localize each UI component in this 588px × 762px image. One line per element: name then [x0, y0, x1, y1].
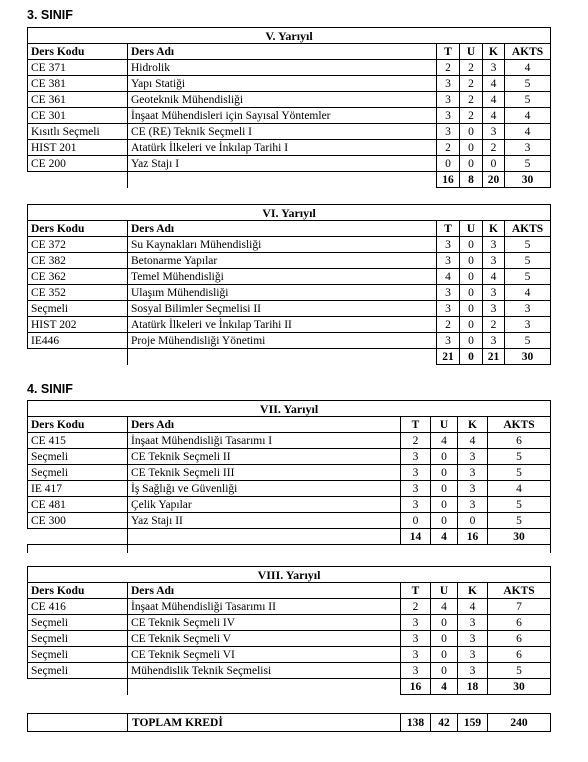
course-row	[28, 433, 551, 449]
course-akts: 4	[505, 124, 551, 140]
course-code: IE 417	[28, 481, 128, 497]
course-k: 0	[458, 513, 488, 529]
course-u: 0	[460, 301, 483, 317]
course-name: CE Teknik Seçmeli IV	[128, 615, 401, 631]
total-k: 16	[458, 529, 488, 545]
course-name: İnşaat Mühendisliği Tasarımı II	[128, 599, 401, 615]
course-code: HIST 201	[28, 140, 128, 156]
course-name: Çelik Yapılar	[128, 497, 401, 513]
course-row	[28, 599, 551, 615]
course-name: Yapı Statiği	[128, 76, 437, 92]
course-code: CE 416	[28, 599, 128, 615]
totals-spacer	[128, 679, 401, 695]
course-akts: 5	[505, 76, 551, 92]
semester-7-table	[27, 400, 551, 553]
course-row	[28, 481, 551, 497]
totals-spacer	[28, 349, 128, 365]
course-k: 3	[458, 449, 488, 465]
total-t: 16	[437, 172, 460, 188]
totals-spacer	[128, 172, 437, 188]
course-code: Seçmeli	[28, 465, 128, 481]
course-row	[28, 285, 551, 301]
course-u: 0	[431, 513, 458, 529]
col-header-name: Ders Adı	[128, 583, 401, 599]
total-t: 21	[437, 349, 460, 365]
course-code: HIST 202	[28, 317, 128, 333]
semester-5-table	[27, 27, 551, 188]
course-t: 3	[437, 124, 460, 140]
course-name: Yaz Stajı I	[128, 156, 437, 172]
course-u: 0	[431, 449, 458, 465]
course-akts: 5	[505, 237, 551, 253]
course-t: 3	[437, 301, 460, 317]
gap-cell	[28, 545, 128, 554]
course-code: IE446	[28, 333, 128, 349]
course-akts: 5	[505, 269, 551, 285]
grand-total-spacer	[28, 714, 128, 732]
course-code: Seçmeli	[28, 301, 128, 317]
course-t: 3	[437, 285, 460, 301]
course-k: 3	[458, 615, 488, 631]
course-akts: 5	[488, 465, 551, 481]
course-code: CE 415	[28, 433, 128, 449]
course-code: CE 481	[28, 497, 128, 513]
col-header-u: U	[431, 583, 458, 599]
course-code: CE 200	[28, 156, 128, 172]
totals-spacer	[28, 172, 128, 188]
col-header-u: U	[460, 44, 483, 60]
course-k: 2	[483, 317, 505, 333]
course-akts: 4	[505, 60, 551, 76]
total-t: 14	[401, 529, 431, 545]
course-u: 0	[431, 647, 458, 663]
total-t: 16	[401, 679, 431, 695]
course-u: 0	[460, 124, 483, 140]
col-header-u: U	[431, 417, 458, 433]
col-header-k: K	[458, 417, 488, 433]
course-name: Yaz Stajı II	[128, 513, 401, 529]
course-k: 3	[483, 333, 505, 349]
course-row	[28, 497, 551, 513]
course-code: CE 352	[28, 285, 128, 301]
col-header-t: T	[401, 417, 431, 433]
course-t: 3	[401, 647, 431, 663]
col-header-akts: AKTS	[488, 417, 551, 433]
total-u: 4	[431, 679, 458, 695]
course-code: Seçmeli	[28, 615, 128, 631]
course-u: 2	[460, 108, 483, 124]
course-name: Betonarme Yapılar	[128, 253, 437, 269]
course-t: 0	[437, 156, 460, 172]
course-u: 0	[460, 333, 483, 349]
course-akts: 5	[505, 333, 551, 349]
course-u: 2	[460, 60, 483, 76]
course-code: Seçmeli	[28, 647, 128, 663]
course-u: 0	[460, 269, 483, 285]
course-row	[28, 269, 551, 285]
course-name: Hidrolik	[128, 60, 437, 76]
grand-total-label: TOPLAM KREDİ	[128, 714, 401, 732]
course-code: CE 362	[28, 269, 128, 285]
course-k: 3	[458, 647, 488, 663]
course-code: CE 301	[28, 108, 128, 124]
course-t: 2	[437, 317, 460, 333]
course-row	[28, 615, 551, 631]
course-t: 2	[401, 599, 431, 615]
course-name: İnşaat Mühendisliği Tasarımı I	[128, 433, 401, 449]
course-t: 3	[437, 76, 460, 92]
col-header-akts: AKTS	[505, 44, 551, 60]
course-name: İş Sağlığı ve Güvenliği	[128, 481, 401, 497]
course-u: 0	[460, 253, 483, 269]
col-header-code: Ders Kodu	[28, 221, 128, 237]
course-u: 0	[460, 140, 483, 156]
course-u: 0	[431, 465, 458, 481]
year-3-heading: 3. SINIF	[27, 8, 73, 22]
course-u: 0	[460, 285, 483, 301]
course-k: 4	[483, 76, 505, 92]
semester-6-table	[27, 204, 551, 365]
course-row	[28, 449, 551, 465]
grand-total-table	[27, 713, 551, 732]
course-akts: 4	[505, 108, 551, 124]
total-u: 4	[431, 529, 458, 545]
course-t: 0	[401, 513, 431, 529]
course-k: 3	[458, 631, 488, 647]
course-row	[28, 156, 551, 172]
course-akts: 5	[505, 253, 551, 269]
course-t: 3	[401, 663, 431, 679]
course-row	[28, 647, 551, 663]
col-header-t: T	[437, 221, 460, 237]
course-code: Kısıtlı Seçmeli	[28, 124, 128, 140]
course-akts: 5	[488, 513, 551, 529]
total-akts: 30	[505, 172, 551, 188]
course-t: 3	[401, 449, 431, 465]
course-k: 4	[483, 108, 505, 124]
col-header-u: U	[460, 221, 483, 237]
totals-spacer	[128, 349, 437, 365]
course-akts: 6	[488, 647, 551, 663]
course-k: 3	[483, 301, 505, 317]
course-akts: 6	[488, 433, 551, 449]
course-name: Proje Mühendisliği Yönetimi	[128, 333, 437, 349]
course-name: Atatürk İlkeleri ve İnkılap Tarihi I	[128, 140, 437, 156]
course-u: 0	[431, 615, 458, 631]
col-header-code: Ders Kodu	[28, 583, 128, 599]
course-row	[28, 333, 551, 349]
course-k: 4	[483, 92, 505, 108]
col-header-k: K	[483, 44, 505, 60]
course-akts: 5	[488, 663, 551, 679]
course-akts: 5	[505, 156, 551, 172]
course-row	[28, 60, 551, 76]
totals-spacer	[28, 529, 128, 545]
course-row	[28, 465, 551, 481]
course-row	[28, 253, 551, 269]
course-k: 4	[458, 433, 488, 449]
course-k: 4	[483, 269, 505, 285]
gap-cell	[128, 545, 551, 554]
course-t: 3	[437, 333, 460, 349]
course-t: 3	[401, 631, 431, 647]
col-header-t: T	[401, 583, 431, 599]
course-akts: 4	[505, 285, 551, 301]
semester-5-title: V. Yarıyıl	[28, 28, 551, 44]
course-name: CE Teknik Seçmeli III	[128, 465, 401, 481]
col-header-code: Ders Kodu	[28, 44, 128, 60]
course-u: 4	[431, 433, 458, 449]
course-akts: 4	[488, 481, 551, 497]
course-code: CE 381	[28, 76, 128, 92]
grand-total-t: 138	[401, 714, 431, 732]
course-u: 2	[460, 92, 483, 108]
course-k: 3	[458, 497, 488, 513]
course-name: İnşaat Mühendisleri için Sayısal Yöntemler	[128, 108, 437, 124]
course-code: Seçmeli	[28, 449, 128, 465]
total-akts: 30	[488, 529, 551, 545]
course-k: 3	[458, 465, 488, 481]
course-code: Seçmeli	[28, 663, 128, 679]
year-4-heading: 4. SINIF	[27, 382, 73, 396]
course-code: CE 371	[28, 60, 128, 76]
course-t: 2	[437, 60, 460, 76]
col-header-code: Ders Kodu	[28, 417, 128, 433]
course-k: 3	[483, 60, 505, 76]
course-row	[28, 140, 551, 156]
course-k: 3	[483, 124, 505, 140]
total-u: 8	[460, 172, 483, 188]
col-header-k: K	[483, 221, 505, 237]
course-k: 4	[458, 599, 488, 615]
course-u: 2	[460, 76, 483, 92]
semester-8-title: VIII. Yarıyıl	[28, 567, 551, 583]
course-name: CE Teknik Seçmeli VI	[128, 647, 401, 663]
course-name: CE Teknik Seçmeli II	[128, 449, 401, 465]
course-name: Ulaşım Mühendisliği	[128, 285, 437, 301]
course-name: CE (RE) Teknik Seçmeli I	[128, 124, 437, 140]
col-header-akts: AKTS	[488, 583, 551, 599]
course-t: 3	[437, 108, 460, 124]
course-u: 0	[460, 317, 483, 333]
course-k: 3	[483, 253, 505, 269]
course-t: 2	[437, 140, 460, 156]
course-k: 3	[483, 237, 505, 253]
course-u: 0	[431, 631, 458, 647]
course-row	[28, 108, 551, 124]
course-row	[28, 513, 551, 529]
course-row	[28, 124, 551, 140]
total-akts: 30	[488, 679, 551, 695]
course-code: CE 361	[28, 92, 128, 108]
total-k: 20	[483, 172, 505, 188]
course-t: 3	[437, 253, 460, 269]
col-header-name: Ders Adı	[128, 44, 437, 60]
course-u: 0	[431, 497, 458, 513]
course-akts: 3	[505, 140, 551, 156]
course-akts: 7	[488, 599, 551, 615]
course-t: 4	[437, 269, 460, 285]
col-header-akts: AKTS	[505, 221, 551, 237]
course-akts: 6	[488, 631, 551, 647]
course-akts: 3	[505, 317, 551, 333]
course-u: 0	[460, 237, 483, 253]
course-k: 3	[458, 663, 488, 679]
course-t: 2	[401, 433, 431, 449]
totals-spacer	[128, 529, 401, 545]
course-t: 3	[401, 497, 431, 513]
course-name: Geoteknik Mühendisliği	[128, 92, 437, 108]
grand-total-akts: 240	[488, 714, 551, 732]
total-k: 21	[483, 349, 505, 365]
course-code: CE 372	[28, 237, 128, 253]
course-k: 0	[483, 156, 505, 172]
course-name: Temel Mühendisliği	[128, 269, 437, 285]
semester-7-title: VII. Yarıyıl	[28, 401, 551, 417]
course-u: 0	[431, 663, 458, 679]
semester-8-table	[27, 566, 551, 695]
col-header-name: Ders Adı	[128, 417, 401, 433]
course-t: 3	[437, 92, 460, 108]
course-row	[28, 76, 551, 92]
course-row	[28, 663, 551, 679]
course-row	[28, 631, 551, 647]
course-code: CE 300	[28, 513, 128, 529]
col-header-name: Ders Adı	[128, 221, 437, 237]
course-row	[28, 301, 551, 317]
col-header-k: K	[458, 583, 488, 599]
semester-6-title: VI. Yarıyıl	[28, 205, 551, 221]
course-t: 3	[437, 237, 460, 253]
col-header-t: T	[437, 44, 460, 60]
course-row	[28, 317, 551, 333]
course-name: Mühendislik Teknik Seçmelisi	[128, 663, 401, 679]
course-name: CE Teknik Seçmeli V	[128, 631, 401, 647]
course-row	[28, 237, 551, 253]
course-u: 0	[460, 156, 483, 172]
grand-total-u: 42	[431, 714, 458, 732]
course-akts: 6	[488, 615, 551, 631]
course-t: 3	[401, 481, 431, 497]
course-k: 3	[483, 285, 505, 301]
course-k: 3	[458, 481, 488, 497]
course-u: 4	[431, 599, 458, 615]
course-t: 3	[401, 465, 431, 481]
course-k: 2	[483, 140, 505, 156]
course-name: Atatürk İlkeleri ve İnkılap Tarihi II	[128, 317, 437, 333]
total-k: 18	[458, 679, 488, 695]
course-code: CE 382	[28, 253, 128, 269]
course-code: Seçmeli	[28, 631, 128, 647]
course-akts: 5	[488, 449, 551, 465]
course-name: Su Kaynakları Mühendisliği	[128, 237, 437, 253]
course-row	[28, 92, 551, 108]
totals-spacer	[28, 679, 128, 695]
total-u: 0	[460, 349, 483, 365]
grand-total-k: 159	[458, 714, 488, 732]
course-akts: 5	[505, 92, 551, 108]
course-t: 3	[401, 615, 431, 631]
course-name: Sosyal Bilimler Seçmelisi II	[128, 301, 437, 317]
course-u: 0	[431, 481, 458, 497]
course-akts: 3	[505, 301, 551, 317]
course-akts: 5	[488, 497, 551, 513]
total-akts: 30	[505, 349, 551, 365]
